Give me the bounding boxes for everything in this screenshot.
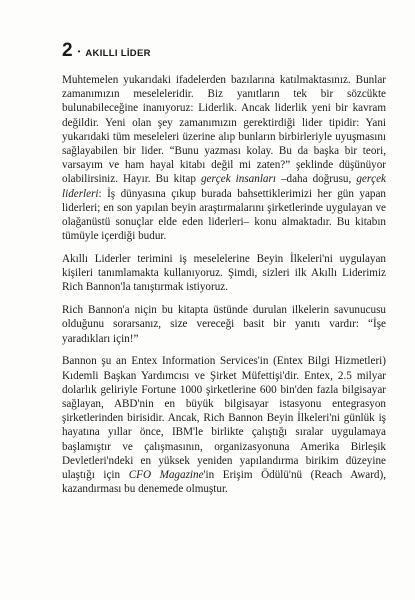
text-run: 'in Erişim Ödülü'nü (Reach Award), kazandırması bu denemede olmuştur. [62,469,386,496]
paragraph [62,73,386,243]
paragraph [62,252,386,295]
header-bullet: • [77,47,81,56]
text-run: Bannon şu an Entex Information Services'in (Entex Bilgi Hizmetleri) Kıdemli Başkan Yardımcısı ve Şirket Müfettişi'dir. Entex, 2.5 milyar dolarlık geliriyle Fortune 1000 şirketlerine 600 bin'den fazla bilgisayar sağlayan, ABD'nin en büyük bilgisayar istasyonu entegrasyon şirketlerinden birisidir. Ancak, Rich Bannon Beyin İlkeleri'ni günlük iş hayatına yıllar önce, IBM'le birlikte çalıştığı sıralar uygulamaya başlamıştır ve çalışmasının, organizasyonuna Amerika Birleşik Devletleri'ndeki en yüksek yeniden yapılandırma birikim düzeyine ulaştığı için [62,355,386,482]
text-run: Akıllı Liderler terimini iş meselelerine Beyin İlkeleri'ni uygulayan kişileri tanımlamakta kullanıyoruz. Şimdi, sizleri ilk Akıllı Liderimiz Rich Bannon'la tanıştırmak istiyoruz. [62,253,386,294]
text-run: –daha doğrusu, [275,173,357,186]
running-head: AKILLI LİDER [85,48,151,59]
text-run: Muhtemelen yukarıdaki ifadelerden bazılarına katılmaktasınız. Bunlar zamanımızın meseleleridir. Biz yanıtların tek bir sözcükte bulunabileceğine inanıyoruz: Liderlik. Ancak liderlik yeni bir kavram değildir. Yeni olan şey zamanımızın gerektirdiği lider tipidir: Yani yukarıdaki tüm meseleleri üzerine alıp bunların birbirleriyle uyuşmasını sağlayabilen bir lider. “Bunu yazması kolay. Bu da başka bir teori, varsayım ve ham hayal kitabı değil mi zaten?” şeklinde düşünüyor olabilirsiniz. Hayır. Bu kitap [62,74,386,186]
italic-text-run: CFO Magazine [128,469,204,482]
paragraph [62,354,386,496]
paragraph [62,303,386,346]
text-run: : İş dünyasına çıkup burada bahsettiklerimizi her gün yapan liderleri; en son yapılan beyin araştırmalarını şirketlerinde uygulayan ve olağanüstü sonuçlar elde eden liderleri– konu almaktadır. Bu kitabın tümüyle içerdiği budur. [62,187,386,243]
body-text [62,73,386,496]
text-run: Rich Bannon'a niçin bu kitapta üstünde durulan ilkelerin savunucusu olduğunu sorarsanız, size vereceği basit bir yanıtı vardır: “İşe yaradıkları için!” [62,304,386,345]
italic-text-run: gerçek insanları [200,173,276,186]
page-header [62,41,151,65]
italic-text-run: gerçek liderleri [62,173,386,200]
page-number: 2 [62,40,73,61]
